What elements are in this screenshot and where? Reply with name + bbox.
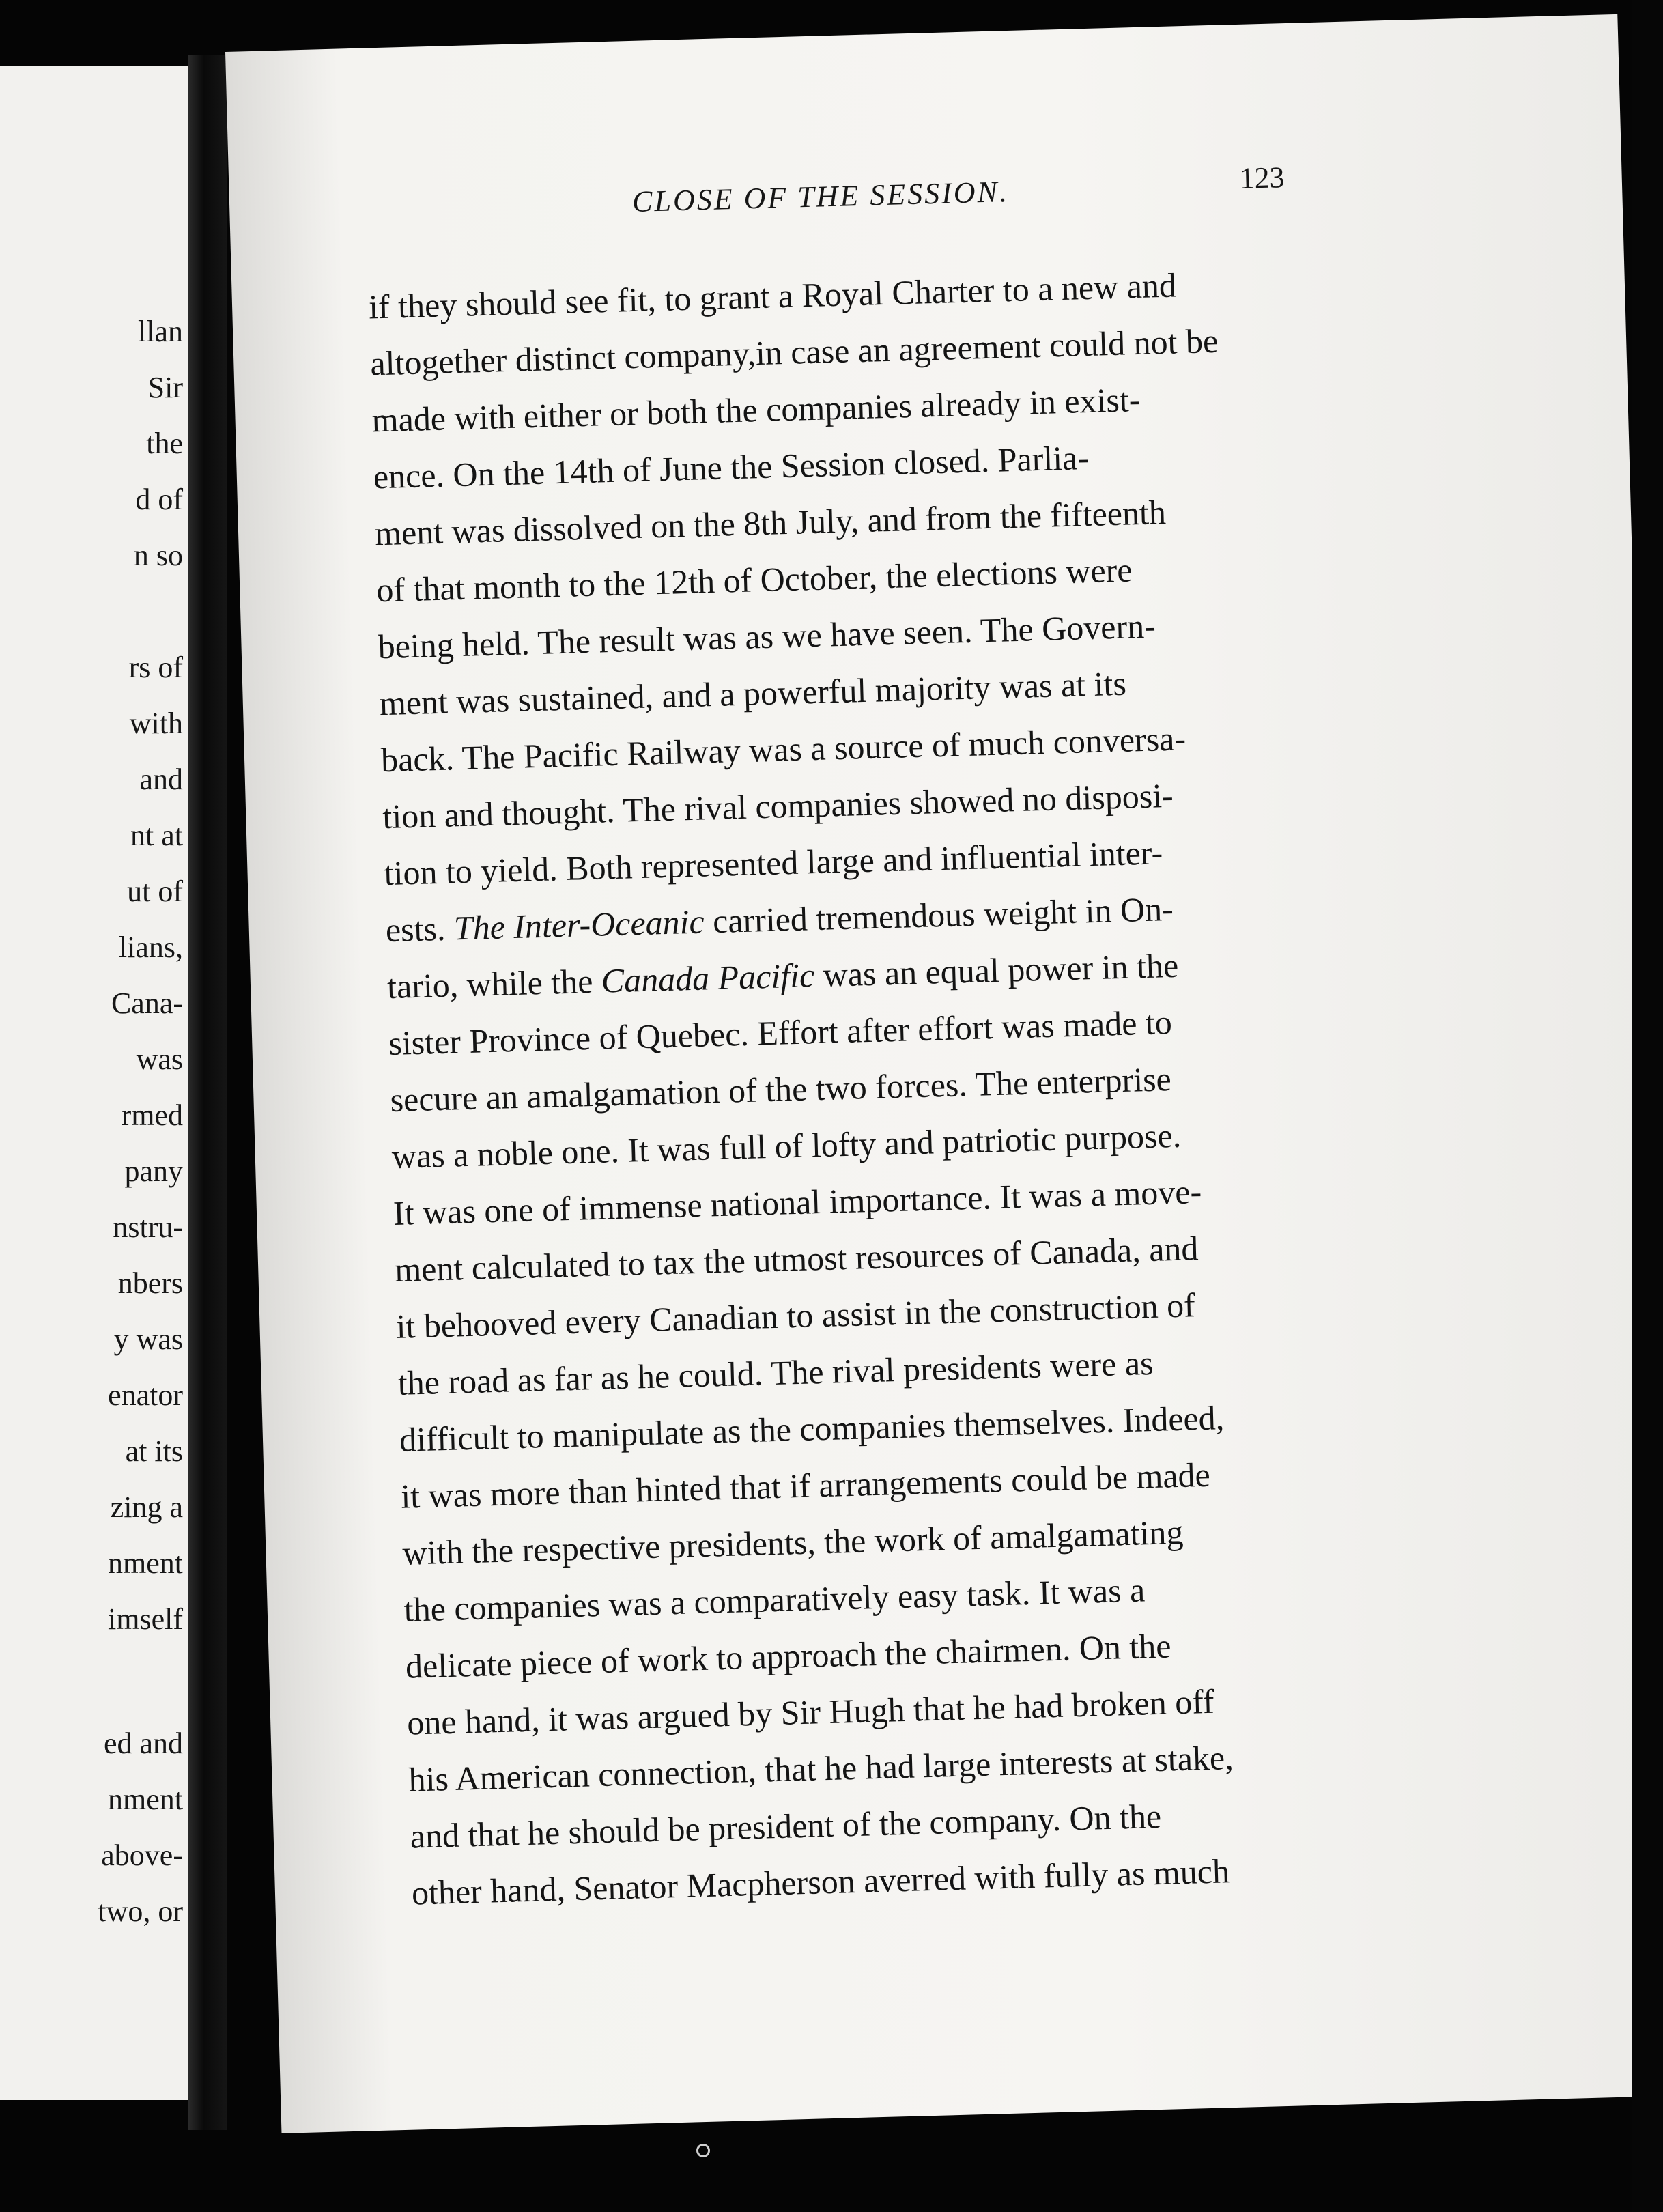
body-text-line: one hand, it was argued by Sir Hugh that he had broken off bbox=[406, 1682, 1215, 1742]
body-text-line bbox=[386, 946, 1179, 1006]
body-text-line: tion and thought. The rival companies showed no disposi- bbox=[382, 776, 1174, 836]
left-page-line: llan bbox=[138, 315, 183, 348]
body-text-line: being held. The result was as we have seen. The Govern- bbox=[377, 606, 1156, 666]
left-page-line: zing a bbox=[110, 1490, 183, 1524]
italic-company-name: Canada Pacific bbox=[601, 956, 815, 1000]
body-text-line: ence. On the 14th of June the Session closed. Parlia- bbox=[373, 438, 1090, 496]
body-text-line: back. The Pacific Railway was a source of much conversa- bbox=[380, 719, 1186, 780]
left-page-line: ut of bbox=[127, 875, 183, 908]
body-text-line: the companies was a comparatively easy task. It was a bbox=[403, 1570, 1146, 1629]
body-text-line: with the respective presidents, the work of amalgamating bbox=[401, 1512, 1184, 1572]
body-text-line: the road as far as he could. The rival presidents were as bbox=[397, 1343, 1154, 1402]
line-text: carried tremendous weight in On- bbox=[703, 889, 1174, 941]
running-head: CLOSE OF THE SESSION. bbox=[631, 175, 1010, 218]
body-text-line: difficult to manipulate as the companies themselves. Indeed, bbox=[399, 1398, 1225, 1459]
italic-company-name: The Inter-Oceanic bbox=[453, 902, 705, 948]
body-text-line bbox=[385, 889, 1174, 950]
left-page-line: ed and bbox=[103, 1727, 183, 1760]
left-page-line: two, or bbox=[98, 1895, 183, 1928]
body-text-line: his American connection, that he had large interests at stake, bbox=[408, 1738, 1234, 1799]
line-text: tario, while the bbox=[386, 961, 602, 1006]
body-text-line: of that month to the 12th of October, the elections were bbox=[375, 550, 1133, 610]
body-text-line: ment calculated to tax the utmost resources of Canada, and bbox=[394, 1229, 1199, 1289]
left-page-line: enator bbox=[108, 1378, 183, 1412]
left-page-line: nbers bbox=[117, 1266, 183, 1300]
body-text-line: altogether distinct company,in case an agreement could not be bbox=[369, 321, 1219, 383]
left-page-line: above- bbox=[101, 1839, 183, 1872]
body-text-line: ment was sustained, and a powerful majority was at its bbox=[379, 664, 1127, 723]
left-page-line: nt at bbox=[130, 819, 183, 852]
left-page-line: and bbox=[139, 763, 183, 796]
left-page-line: rs of bbox=[128, 651, 183, 684]
left-page-line: d of bbox=[135, 483, 183, 516]
left-page-line: y was bbox=[113, 1322, 183, 1356]
left-page-line: pany bbox=[124, 1154, 183, 1188]
line-text: was an equal power in the bbox=[814, 946, 1179, 995]
left-page-line: the bbox=[146, 427, 183, 460]
left-page-line: Sir bbox=[147, 371, 183, 404]
left-page-line: n so bbox=[133, 539, 183, 572]
body-text-line: It was one of immense national importance. It was a move- bbox=[393, 1172, 1202, 1232]
book-gutter bbox=[188, 55, 227, 2130]
body-text-line: and that he should be president of the company. On the bbox=[410, 1796, 1162, 1856]
body-text-line: delicate piece of work to approach the chairmen. On the bbox=[405, 1626, 1172, 1686]
scan-border-right bbox=[1632, 0, 1663, 2212]
page-number: 123 bbox=[1238, 160, 1285, 195]
body-text-line: if they should see fit, to grant a Royal Charter to a new and bbox=[368, 266, 1177, 326]
left-facing-page bbox=[0, 66, 188, 2100]
left-page-line: rmed bbox=[121, 1098, 183, 1132]
body-text-line: secure an amalgamation of the two forces. The enterprise bbox=[389, 1060, 1172, 1120]
left-page-line: nment bbox=[108, 1783, 183, 1816]
left-page-line: lians, bbox=[118, 931, 183, 964]
body-text-line: was a noble one. It was full of lofty and patriotic purpose. bbox=[391, 1116, 1182, 1176]
left-page-line: Cana- bbox=[111, 987, 183, 1020]
body-text-line: made with either or both the companies already in exist- bbox=[371, 380, 1141, 440]
body-text-line: sister Province of Quebec. Effort after effort was made to bbox=[388, 1003, 1173, 1063]
left-page-line: was bbox=[136, 1043, 183, 1076]
main-page bbox=[225, 14, 1663, 2133]
body-text-line: tion to yield. Both represented large and influential inter- bbox=[383, 833, 1163, 893]
body-text-line: other hand, Senator Macpherson averred with fully as much bbox=[411, 1852, 1230, 1912]
line-text: ests. bbox=[385, 909, 455, 950]
scanner-mark bbox=[696, 2144, 710, 2157]
body-text-line: it behooved every Canadian to assist in the construction of bbox=[395, 1286, 1196, 1346]
left-page-line: at its bbox=[125, 1434, 183, 1468]
left-page-line: imself bbox=[108, 1602, 183, 1636]
left-page-line: nment bbox=[108, 1546, 183, 1580]
left-page-line: nstru- bbox=[113, 1210, 183, 1244]
left-page-line: with bbox=[129, 707, 183, 740]
body-text-line: ment was dissolved on the 8th July, and from the fifteenth bbox=[374, 492, 1167, 553]
body-text-line: it was more than hinted that if arrangements could be made bbox=[400, 1455, 1211, 1516]
